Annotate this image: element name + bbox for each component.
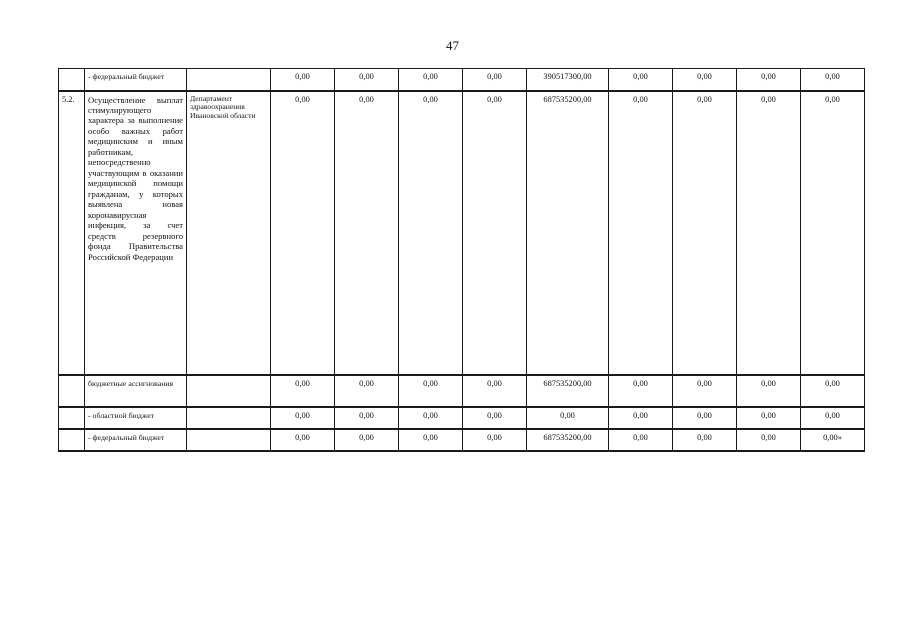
value-cell: 0,00 [609, 91, 673, 375]
value-cell: 0,00 [463, 407, 527, 429]
department-cell [187, 375, 271, 407]
value-cell: 0,00 [609, 69, 673, 91]
description-cell: - федеральный бюджет [85, 429, 187, 451]
value-cell: 0,00 [673, 375, 737, 407]
department-cell [187, 407, 271, 429]
table-row [59, 429, 865, 451]
page-number: 47 [446, 38, 459, 53]
value-cell: 0,00 [271, 375, 335, 407]
table-row [59, 69, 865, 91]
row-number-cell [59, 429, 85, 451]
value-cell: 0,00 [335, 429, 399, 451]
value-cell: 0,00 [609, 407, 673, 429]
department-cell: Департамент здравоохранения Ивановской области [187, 91, 271, 375]
value-cell: 390517300,00 [527, 69, 609, 91]
department-cell [187, 429, 271, 451]
value-cell: 0,00 [801, 91, 865, 375]
table-row [59, 407, 865, 429]
value-cell: 687535200,00 [527, 375, 609, 407]
value-cell: 0,00 [335, 375, 399, 407]
value-cell: 0,00 [801, 375, 865, 407]
value-cell: 0,00 [737, 375, 801, 407]
value-cell: 687535200,00 [527, 91, 609, 375]
value-cell: 0,00 [399, 375, 463, 407]
description-cell: Осуществление выплат стимулирующего характера за выполнение особо важных работ медицинским и иным работникам, непосредственно участвующим в оказании медицинской помощи гражданам, у которых выявлена новая коронавирусная инфекция, за счет средств резервного фонда Правительства Российской Федерации [85, 91, 187, 375]
value-cell: 0,00 [737, 407, 801, 429]
value-cell: 0,00 [271, 407, 335, 429]
value-cell: 0,00 [271, 429, 335, 451]
value-cell: 0,00 [801, 407, 865, 429]
value-cell: 0,00 [335, 91, 399, 375]
value-cell: 0,00 [399, 91, 463, 375]
table-row [59, 91, 865, 375]
description-cell: бюджетные ассигнования [85, 375, 187, 407]
value-cell: 0,00 [527, 407, 609, 429]
value-cell: 0,00 [399, 429, 463, 451]
table-row [59, 375, 865, 407]
value-cell: 0,00 [801, 69, 865, 91]
value-cell: 0,00 [463, 91, 527, 375]
value-cell: 0,00 [609, 375, 673, 407]
value-cell: 0,00 [463, 429, 527, 451]
description-cell: - областной бюджет [85, 407, 187, 429]
value-cell: 0,00 [271, 69, 335, 91]
value-cell: 0,00 [737, 91, 801, 375]
value-cell: 0,00 [463, 375, 527, 407]
description-cell: - федеральный бюджет [85, 69, 187, 91]
value-cell: 0,00» [801, 429, 865, 451]
value-cell: 0,00 [673, 407, 737, 429]
department-cell [187, 69, 271, 91]
value-cell: 0,00 [673, 91, 737, 375]
value-cell: 687535200,00 [527, 429, 609, 451]
row-number-cell [59, 407, 85, 429]
budget-table [58, 68, 865, 452]
value-cell: 0,00 [737, 69, 801, 91]
value-cell: 0,00 [399, 407, 463, 429]
value-cell: 0,00 [463, 69, 527, 91]
value-cell: 0,00 [609, 429, 673, 451]
value-cell: 0,00 [271, 91, 335, 375]
value-cell: 0,00 [673, 69, 737, 91]
value-cell: 0,00 [335, 69, 399, 91]
value-cell: 0,00 [673, 429, 737, 451]
value-cell: 0,00 [399, 69, 463, 91]
value-cell: 0,00 [737, 429, 801, 451]
row-number-cell: 5.2. [59, 91, 85, 375]
row-number-cell [59, 69, 85, 91]
row-number-cell [59, 375, 85, 407]
value-cell: 0,00 [335, 407, 399, 429]
